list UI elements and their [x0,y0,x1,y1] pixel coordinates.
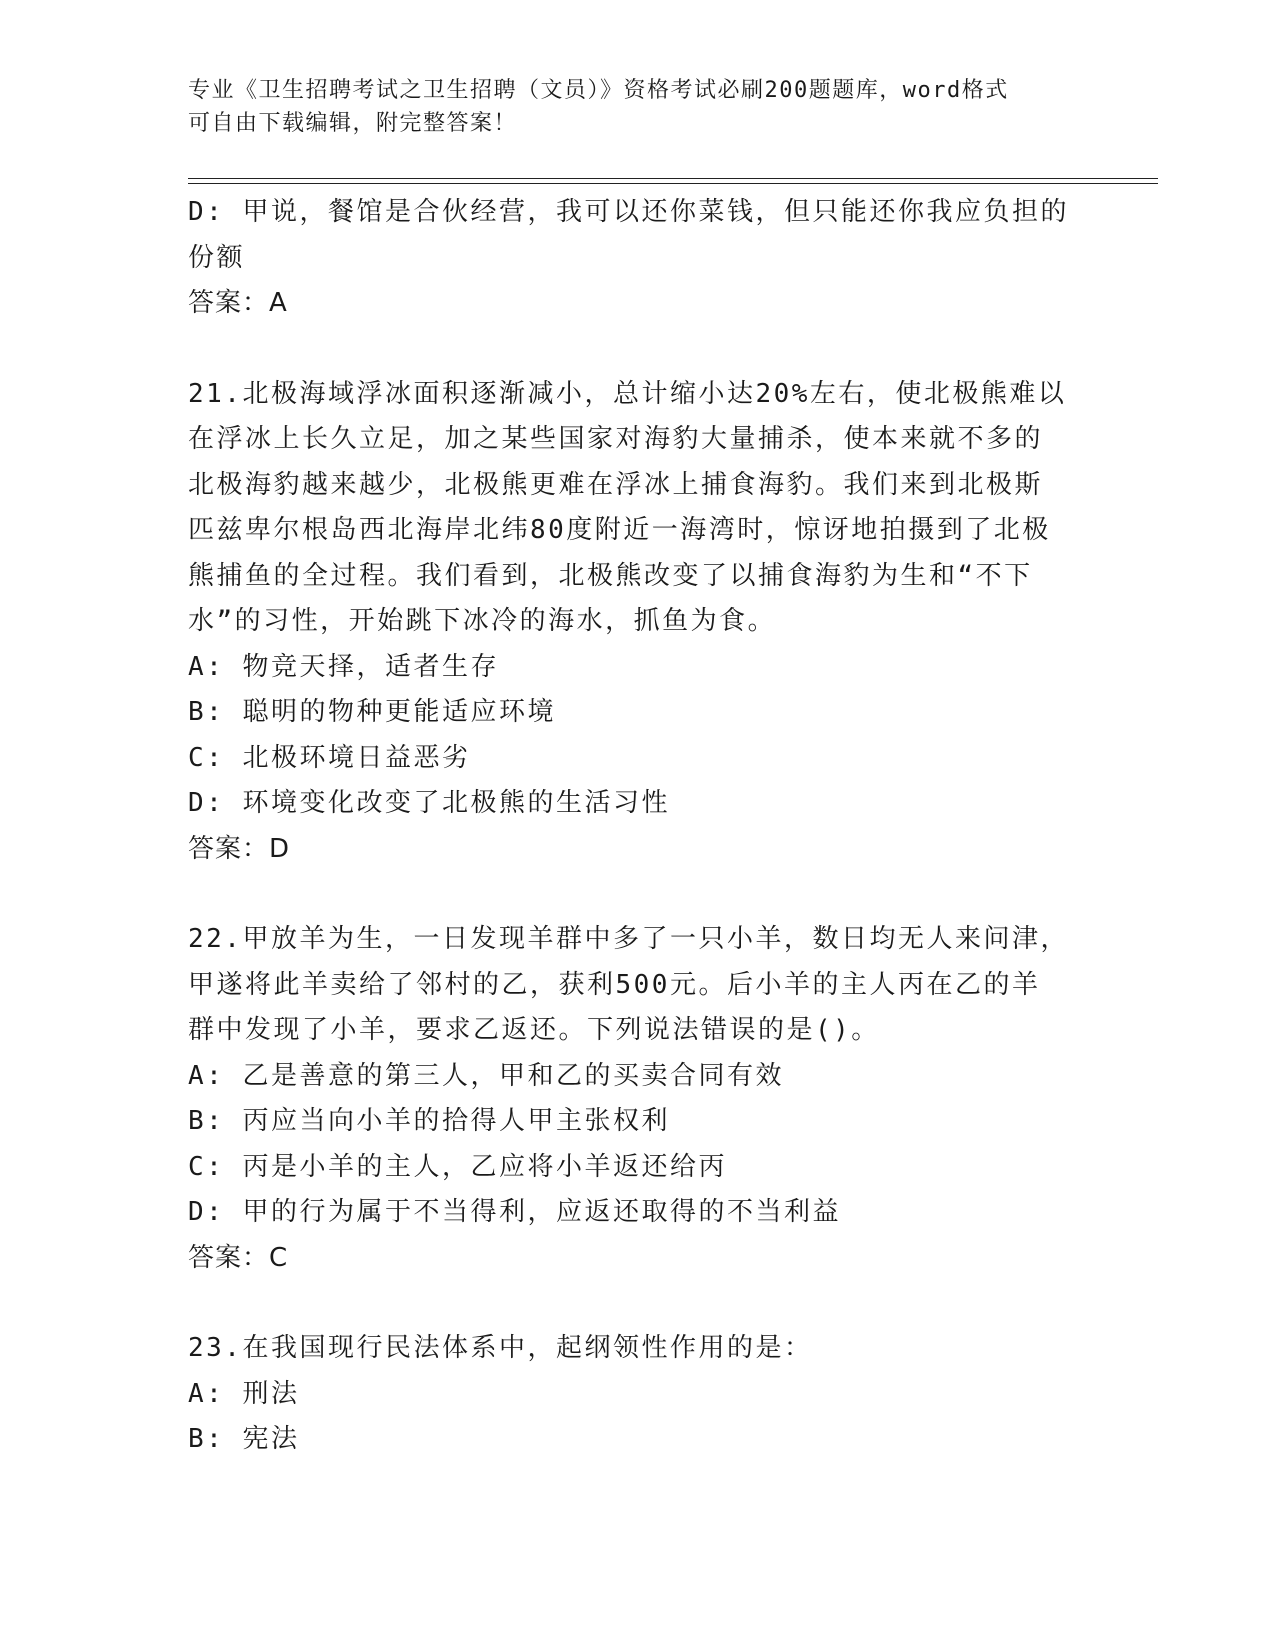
question-stem-line: 22.甲放羊为生，一日发现羊群中多了一只小羊，数日均无人来问津， [188,924,1069,954]
header-divider-top [188,178,1158,179]
question-stem-line: 甲遂将此羊卖给了邻村的乙，获利500元。后小羊的主人丙在乙的羊 [188,969,1041,1000]
question-stem-line: 北极海豹越来越少，北极熊更难在浮冰上捕食海豹。我们来到北极斯 [188,469,1044,500]
option-b: B: 聪明的物种更能适应环境 [188,697,556,727]
answer-line: 答案：D [188,833,291,864]
spacer [188,1281,1093,1326]
option-b: B: 丙应当向小羊的拾得人甲主张权利 [188,1106,670,1136]
question-stem-line: 群中发现了小羊，要求乙返还。下列说法错误的是()。 [188,1015,880,1045]
question-stem-line: 熊捕鱼的全过程。我们看到，北极熊改变了以捕食海豹为生和“不下 [188,560,1033,591]
option-b: B: 宪法 [188,1424,300,1454]
previous-question-tail [188,190,1093,327]
question-23 [188,1326,1093,1463]
question-22 [188,917,1093,1281]
question-stem-line: 在浮冰上长久立足，加之某些国家对海豹大量捕杀，使本来就不多的 [188,424,1044,454]
option-c: C: 丙是小羊的主人，乙应将小羊返还给丙 [188,1151,727,1182]
answer-line: 答案：A [188,288,288,318]
question-stem-line: 水”的习性，开始跳下冰冷的海水，抓鱼为食。 [188,606,777,636]
question-21 [188,372,1093,873]
question-stem-line: 21.北极海域浮冰面积逐渐减小，总计缩小达20%左右，使北极熊难以 [188,378,1067,409]
spacer [188,327,1093,372]
header-divider-bottom [188,183,1158,184]
header-title-line-1: 专业《卫生招聘考试之卫生招聘（文员）》资格考试必刷200题题库，word格式 [188,78,1009,103]
option-d: D: 甲说，餐馆是合伙经营，我可以还你菜钱，但只能还你我应负担的 [188,197,1069,227]
option-a: A: 物竞天择，适者生存 [188,651,499,682]
document-header [188,74,1088,140]
option-d-continued: 份额 [188,242,246,273]
answer-line: 答案：C [188,1242,289,1273]
question-stem-line: 23.在我国现行民法体系中，起纲领性作用的是： [188,1333,813,1363]
header-title-line-2: 可自由下载编辑，附完整答案！ [188,111,518,136]
option-a: A: 乙是善意的第三人，甲和乙的买卖合同有效 [188,1060,784,1091]
option-a: A: 刑法 [188,1378,300,1409]
question-stem-line: 匹兹卑尔根岛西北海岸北纬80度附近一海湾时，惊讶地拍摄到了北极 [188,515,1051,545]
document-body [188,190,1093,1463]
spacer [188,872,1093,917]
option-d: D: 甲的行为属于不当得利，应返还取得的不当利益 [188,1197,841,1227]
option-c: C: 北极环境日益恶劣 [188,742,471,773]
option-d: D: 环境变化改变了北极熊的生活习性 [188,788,670,818]
